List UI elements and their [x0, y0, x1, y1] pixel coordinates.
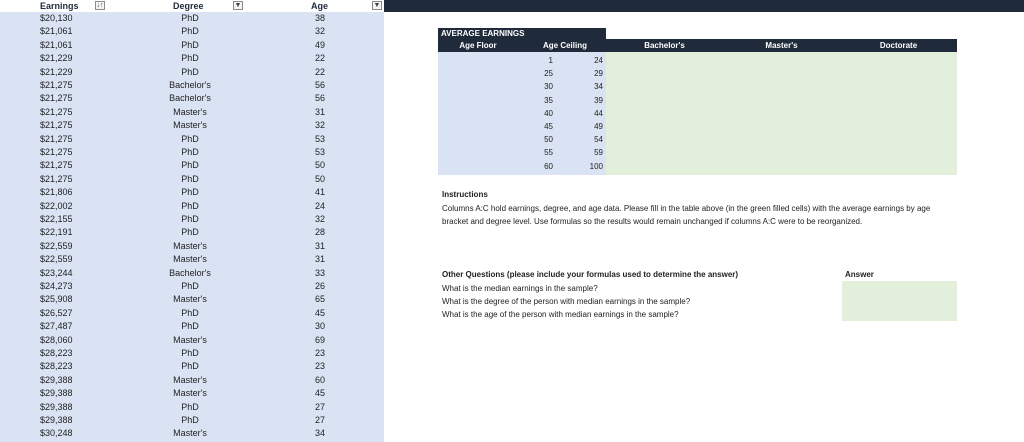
earnings-cell[interactable]: $27,487 [40, 321, 73, 332]
age-ceiling-cell[interactable]: 34 [594, 82, 603, 92]
age-floor-cell[interactable]: 25 [544, 69, 553, 79]
earnings-header[interactable] [0, 0, 117, 12]
age-cell[interactable]: 53 [314, 133, 325, 144]
degree-cell[interactable]: PhD [181, 307, 199, 318]
degree-cell[interactable]: Master's [173, 254, 207, 265]
age-ceiling-cell[interactable]: 24 [594, 56, 603, 65]
dropdown-arrow-icon[interactable]: ▼ [373, 2, 381, 9]
table-row[interactable] [0, 374, 384, 387]
age-cell[interactable]: 50 [314, 173, 325, 184]
degree-cell[interactable]: Master's [173, 294, 207, 305]
age-floor-cell[interactable]: 55 [544, 148, 553, 158]
question-median-degree: What is the degree of the person with median earnings in the sample? [442, 297, 691, 306]
earnings-cell[interactable]: $29,388 [40, 415, 73, 425]
age-floor-cell[interactable]: 1 [548, 56, 553, 65]
age-floor-cell[interactable]: 30 [544, 82, 553, 92]
average-earnings-title: AVERAGE EARNINGS [438, 28, 606, 39]
degree-cell[interactable]: PhD [181, 281, 199, 291]
table-row[interactable] [0, 401, 384, 414]
table-row[interactable] [0, 280, 384, 293]
degree-header-label: Degree [173, 1, 204, 11]
earnings-cell[interactable]: $21,806 [40, 187, 73, 198]
average-table-header [438, 39, 957, 52]
earnings-cell[interactable]: $21,275 [40, 120, 73, 131]
age-cell[interactable]: 56 [314, 80, 325, 90]
age-ceiling-cell[interactable]: 44 [594, 108, 603, 118]
age-cell[interactable]: 56 [314, 93, 325, 104]
instructions-text: Columns A:C hold earnings, degree, and age data. Please fill in the table above (in the green filled cells) with the average earnings by age bracket and degree level. Use formulas so the results would remain unchanged if columns A:C were to be reorganized. [442, 204, 931, 226]
age-cell[interactable]: 32 [314, 214, 325, 224]
age-cell[interactable]: 53 [314, 147, 325, 157]
age-cell[interactable]: 31 [314, 240, 325, 251]
degree-cell[interactable]: PhD [181, 227, 199, 238]
table-row[interactable] [0, 39, 384, 52]
degree-header[interactable] [117, 0, 257, 12]
age-cell[interactable]: 34 [314, 428, 325, 439]
question-median-age: What is the age of the person with median earnings in the sample? [442, 310, 679, 319]
age-ceiling-cell[interactable]: 49 [594, 122, 603, 131]
age-ceiling-cell[interactable]: 39 [594, 95, 603, 105]
age-cell[interactable]: 38 [314, 13, 325, 23]
answer-input-cells[interactable] [842, 281, 957, 321]
degree-cell[interactable]: Master's [173, 120, 207, 131]
table-row[interactable] [0, 159, 384, 172]
degree-cell[interactable]: PhD [181, 147, 199, 157]
col-masters: Master's [765, 41, 798, 50]
degree-cell[interactable]: PhD [181, 173, 199, 184]
age-cell[interactable]: 69 [314, 334, 325, 345]
degree-cell[interactable]: PhD [181, 214, 199, 224]
earnings-cell[interactable]: $22,559 [40, 254, 73, 265]
earnings-cell[interactable]: $23,244 [40, 267, 73, 278]
age-cell[interactable]: 65 [314, 294, 325, 305]
degree-cell[interactable]: Master's [173, 334, 207, 345]
degree-cell[interactable]: PhD [181, 415, 199, 425]
earnings-cell[interactable]: $26,527 [40, 307, 73, 318]
age-cell[interactable]: 22 [314, 53, 325, 64]
age-cell[interactable]: 22 [314, 66, 325, 77]
degree-cell[interactable]: PhD [181, 361, 199, 372]
instructions-title: Instructions [442, 190, 488, 199]
earnings-cell[interactable]: $28,223 [40, 361, 73, 372]
age-cell[interactable]: 23 [314, 348, 325, 358]
table-row[interactable] [0, 253, 384, 266]
table-row[interactable] [0, 240, 384, 253]
age-cell[interactable]: 23 [314, 361, 325, 372]
table-row[interactable] [0, 66, 384, 79]
table-row[interactable] [0, 334, 384, 347]
earnings-cell[interactable]: $22,559 [40, 240, 73, 251]
table-row[interactable] [0, 79, 384, 92]
age-cell[interactable]: 28 [314, 227, 325, 238]
degree-cell[interactable]: Master's [173, 106, 207, 117]
degree-cell[interactable]: PhD [181, 160, 199, 171]
earnings-header-label: Earnings [40, 1, 79, 11]
sort-filter-icon[interactable]: ↓↑ [96, 2, 104, 9]
age-cell[interactable]: 49 [314, 39, 325, 50]
table-row[interactable] [0, 320, 384, 333]
table-row[interactable] [0, 307, 384, 320]
age-ceiling-cell[interactable]: 59 [594, 148, 603, 158]
earnings-cell[interactable]: $22,155 [40, 214, 73, 224]
earnings-cell[interactable]: $30,248 [40, 428, 73, 439]
earnings-cell[interactable]: $21,229 [40, 53, 73, 64]
age-cell[interactable]: 32 [314, 26, 325, 37]
earnings-cell[interactable]: $22,191 [40, 227, 73, 238]
table-row[interactable] [0, 92, 384, 105]
earnings-cell[interactable]: $21,275 [40, 173, 73, 184]
degree-cell[interactable]: PhD [181, 401, 199, 412]
table-row[interactable] [0, 267, 384, 280]
table-row[interactable] [0, 52, 384, 65]
table-row[interactable] [0, 186, 384, 199]
age-floor-cell[interactable]: 50 [544, 135, 553, 145]
earnings-cell[interactable]: $24,273 [40, 281, 73, 291]
earnings-cell[interactable]: $25,908 [40, 294, 73, 305]
degree-cell[interactable]: Master's [173, 388, 207, 399]
degree-cell[interactable]: Bachelor's [169, 93, 211, 104]
table-row[interactable] [0, 200, 384, 213]
table-row[interactable] [0, 213, 384, 226]
earnings-cell[interactable]: $22,002 [40, 200, 73, 211]
earnings-cell[interactable]: $28,060 [40, 334, 73, 345]
degree-cell[interactable]: PhD [181, 26, 199, 37]
age-cell[interactable]: 30 [314, 321, 325, 332]
degree-cell[interactable]: PhD [181, 348, 199, 358]
table-row[interactable] [0, 12, 384, 25]
table-row[interactable] [0, 387, 384, 400]
table-row[interactable] [0, 106, 384, 119]
earnings-cell[interactable]: $21,275 [40, 133, 73, 144]
degree-cell[interactable]: Master's [173, 374, 207, 385]
degree-cell[interactable]: Bachelor's [169, 80, 211, 90]
table-row[interactable] [0, 226, 384, 239]
table-row[interactable] [0, 347, 384, 360]
earnings-cell[interactable]: $21,275 [40, 147, 73, 157]
other-questions-title: Other Questions (please include your formulas used to determine the answer) [442, 270, 739, 279]
table-row[interactable] [0, 173, 384, 186]
age-floor-cell[interactable]: 45 [544, 122, 553, 131]
age-ceiling-cell[interactable]: 54 [594, 135, 603, 145]
degree-cell[interactable]: PhD [181, 200, 199, 211]
degree-cell[interactable]: PhD [181, 187, 199, 198]
table-row[interactable] [0, 427, 384, 440]
degree-cell[interactable]: Master's [173, 240, 207, 251]
table-row[interactable] [0, 360, 384, 373]
age-cell[interactable]: 45 [314, 388, 325, 399]
age-cell[interactable]: 33 [314, 267, 325, 278]
age-ceiling-cell[interactable]: 29 [594, 69, 603, 79]
col-bachelors: Bachelor's [644, 41, 685, 50]
table-row[interactable] [0, 146, 384, 159]
age-cell[interactable]: 27 [314, 415, 325, 425]
age-floor-cell[interactable]: 40 [544, 108, 553, 118]
col-age-floor: Age Floor [459, 41, 497, 50]
age-cell[interactable]: 50 [314, 160, 325, 171]
age-cell[interactable]: 27 [314, 401, 325, 412]
degree-cell[interactable]: PhD [181, 39, 199, 50]
degree-cell[interactable]: PhD [181, 321, 199, 332]
earnings-cell[interactable]: $28,223 [40, 348, 73, 358]
age-cell[interactable]: 45 [314, 307, 325, 318]
degree-cell[interactable]: Bachelor's [169, 267, 211, 278]
degree-cell[interactable]: Master's [173, 428, 207, 439]
table-row[interactable] [0, 25, 384, 38]
degree-cell[interactable]: PhD [181, 133, 199, 144]
age-cell[interactable]: 26 [314, 281, 325, 291]
age-cell[interactable]: 31 [314, 254, 325, 265]
col-doctorate: Doctorate [879, 41, 918, 50]
earnings-cell[interactable]: $21,275 [40, 160, 73, 171]
degree-cell[interactable]: PhD [181, 53, 199, 64]
answer-label: Answer [845, 270, 874, 279]
age-ceiling-cell[interactable]: 100 [589, 161, 603, 171]
age-header[interactable] [257, 0, 384, 12]
age-floor-cell[interactable]: 60 [544, 161, 553, 171]
dropdown-arrow-icon[interactable]: ▼ [234, 2, 242, 9]
earnings-cell[interactable]: $21,275 [40, 106, 73, 117]
age-cell[interactable]: 41 [314, 187, 325, 198]
average-earnings-input-cells[interactable] [606, 52, 957, 175]
earnings-cell[interactable]: $21,229 [40, 66, 73, 77]
earnings-cell[interactable]: $21,275 [40, 93, 73, 104]
age-cell[interactable]: 32 [314, 120, 325, 131]
earnings-cell[interactable]: $21,275 [40, 80, 73, 90]
age-cell[interactable]: 31 [314, 106, 325, 117]
earnings-cell[interactable]: $29,388 [40, 401, 73, 412]
earnings-cell[interactable]: $29,388 [40, 374, 73, 385]
earnings-cell[interactable]: $20,130 [40, 13, 73, 23]
table-row[interactable] [0, 414, 384, 427]
age-cell[interactable]: 24 [314, 200, 325, 211]
earnings-cell[interactable]: $29,388 [40, 388, 73, 399]
degree-cell[interactable]: PhD [181, 66, 199, 77]
table-row[interactable] [0, 119, 384, 132]
table-row[interactable] [0, 293, 384, 306]
earnings-cell[interactable]: $21,061 [40, 26, 73, 37]
age-floor-cell[interactable]: 35 [544, 95, 553, 105]
question-median-earnings: What is the median earnings in the sample? [442, 284, 598, 293]
degree-cell[interactable]: PhD [181, 13, 199, 23]
col-age-ceiling: Age Ceiling [542, 41, 587, 50]
age-header-label: Age [311, 1, 329, 11]
age-cell[interactable]: 60 [314, 374, 325, 385]
earnings-cell[interactable]: $21,061 [40, 39, 73, 50]
table-row[interactable] [0, 133, 384, 146]
